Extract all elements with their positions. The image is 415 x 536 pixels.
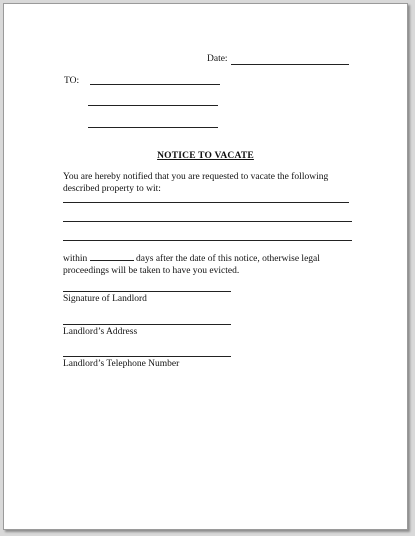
telephone-label: Landlord’s Telephone Number xyxy=(63,359,180,369)
intro-line-2: described property to wit: xyxy=(63,183,161,194)
days-blank[interactable] xyxy=(90,251,134,261)
within-prefix: within xyxy=(63,254,88,264)
address-label: Landlord’s Address xyxy=(63,327,138,337)
recipient-line-3[interactable] xyxy=(88,127,218,128)
date-label: Date: xyxy=(207,54,228,64)
property-line-3[interactable] xyxy=(63,240,352,241)
to-label: TO: xyxy=(64,76,80,86)
property-line-1[interactable] xyxy=(63,202,349,203)
within-paragraph xyxy=(63,251,320,277)
property-line-2[interactable] xyxy=(63,221,352,222)
document-page xyxy=(3,3,408,530)
intro-paragraph xyxy=(63,172,328,195)
within-suffix: days after the date of this notice, otherwise legal xyxy=(136,254,320,264)
date-blank[interactable] xyxy=(231,64,349,65)
telephone-line[interactable] xyxy=(63,356,231,357)
recipient-line-2[interactable] xyxy=(88,105,218,106)
intro-line-1: You are hereby notified that you are requested to vacate the following xyxy=(63,172,329,182)
document-title: NOTICE TO VACATE xyxy=(157,151,254,161)
proceedings-line: proceedings will be taken to have you evicted. xyxy=(63,265,240,276)
signature-line[interactable] xyxy=(63,291,231,292)
address-line[interactable] xyxy=(63,324,231,325)
recipient-line-1[interactable] xyxy=(90,84,220,85)
signature-label: Signature of Landlord xyxy=(63,294,147,304)
